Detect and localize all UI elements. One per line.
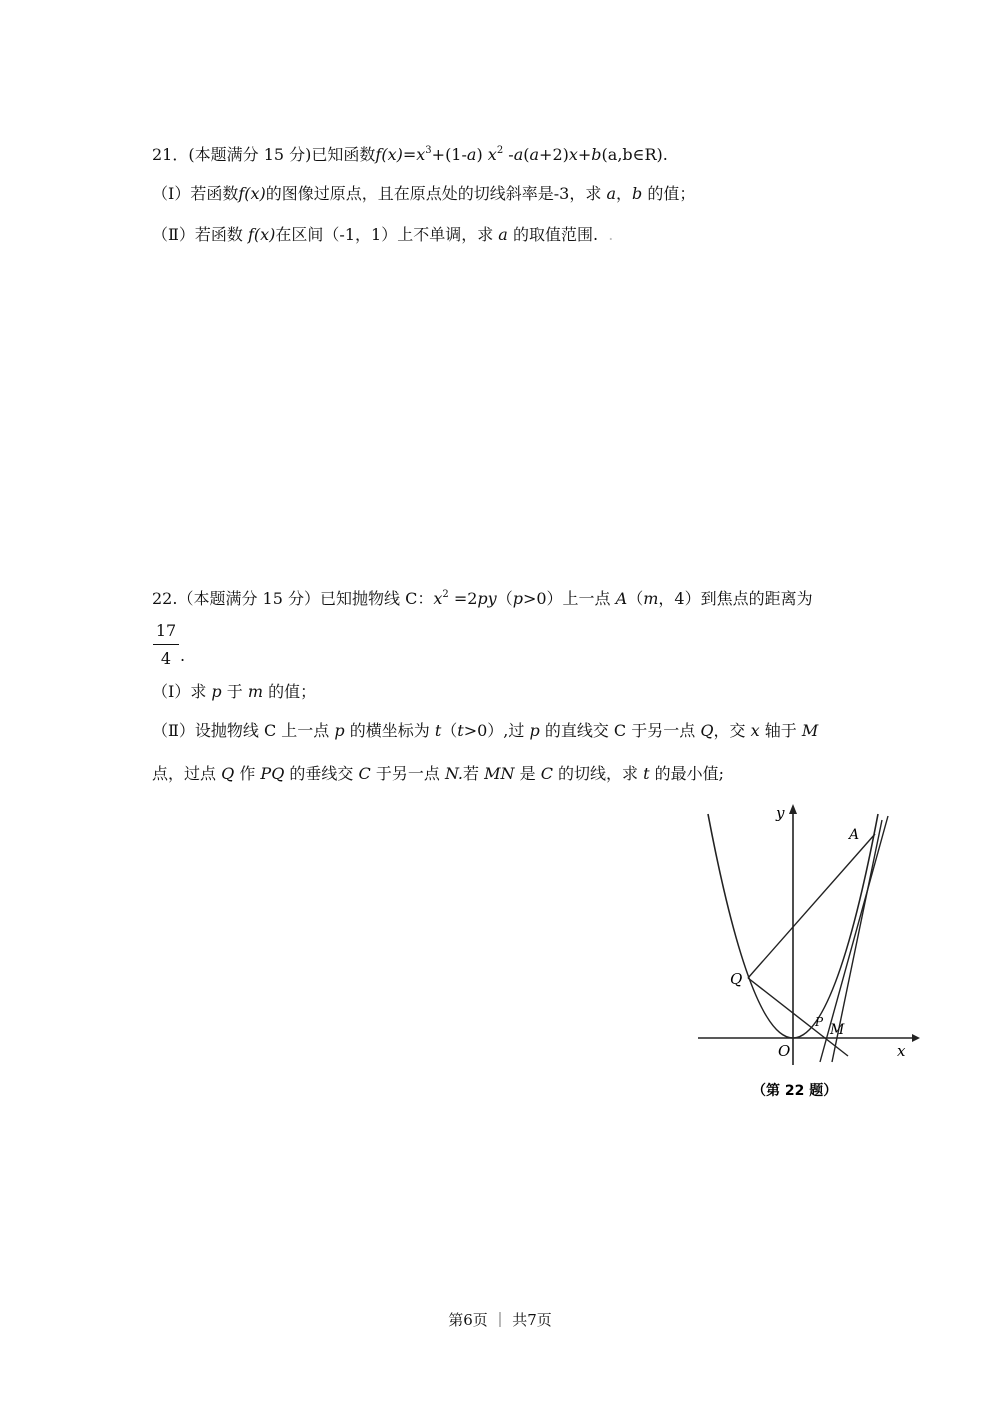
label-O: O	[778, 1042, 791, 1060]
parabola-figure-svg	[690, 800, 920, 1110]
q21-part1: （Ⅰ）若函数f(x)的图像过原点，且在原点处的切线斜率是-3，求 a，b 的值；	[152, 184, 696, 203]
label-A: A	[849, 827, 860, 843]
q22-part2-line2: 点，过点 Q 作 PQ 的垂线交 C 于另一点 N.若 MN 是 C 的切线，求 t 的最小值;	[152, 764, 725, 783]
distance-fraction	[153, 620, 179, 670]
q22-part2-line1: （Ⅱ）设抛物线 C 上一点 p 的横坐标为 t（t>0）,过 p 的直线交 C 于另一点 Q，交 x 轴于 M	[152, 721, 819, 740]
label-Q: Q	[730, 970, 743, 988]
q22-title: 22.（本题满分 15 分）已知抛物线 C：$x^2 =2py(p>0)$上一点 A（m，4）到焦点的距离为	[152, 589, 813, 608]
label-y: y	[776, 804, 785, 822]
q21-title: 21．(本题满分 15 分)已知函数$f(x)=x^3+(1-a)$ $x^2$ -a(a+2)x+b(a,b∈R).	[152, 145, 668, 164]
page-footer: 第6页 ｜ 共7页	[448, 1311, 552, 1329]
fraction-period: .	[180, 646, 186, 665]
fraction-numerator: 17	[155, 621, 177, 640]
figure-caption: （第 22 题）	[752, 1083, 838, 1099]
line-QA	[748, 834, 875, 978]
fraction-denominator: 4	[160, 649, 172, 668]
label-M: M	[830, 1022, 845, 1038]
parabola-figure	[690, 800, 920, 1110]
q21-part2: （Ⅱ）若函数 f(x)在区间（-1，1）上不单调，求 a 的取值范围. .	[152, 225, 614, 244]
label-P: P	[815, 1015, 824, 1029]
label-x: x	[897, 1042, 906, 1060]
q22-part1: （Ⅰ）求 p 于 m 的值；	[152, 682, 317, 701]
y-axis-arrow-icon	[789, 804, 797, 814]
fraction-bar	[153, 644, 179, 645]
x-axis-arrow-icon	[912, 1034, 920, 1042]
